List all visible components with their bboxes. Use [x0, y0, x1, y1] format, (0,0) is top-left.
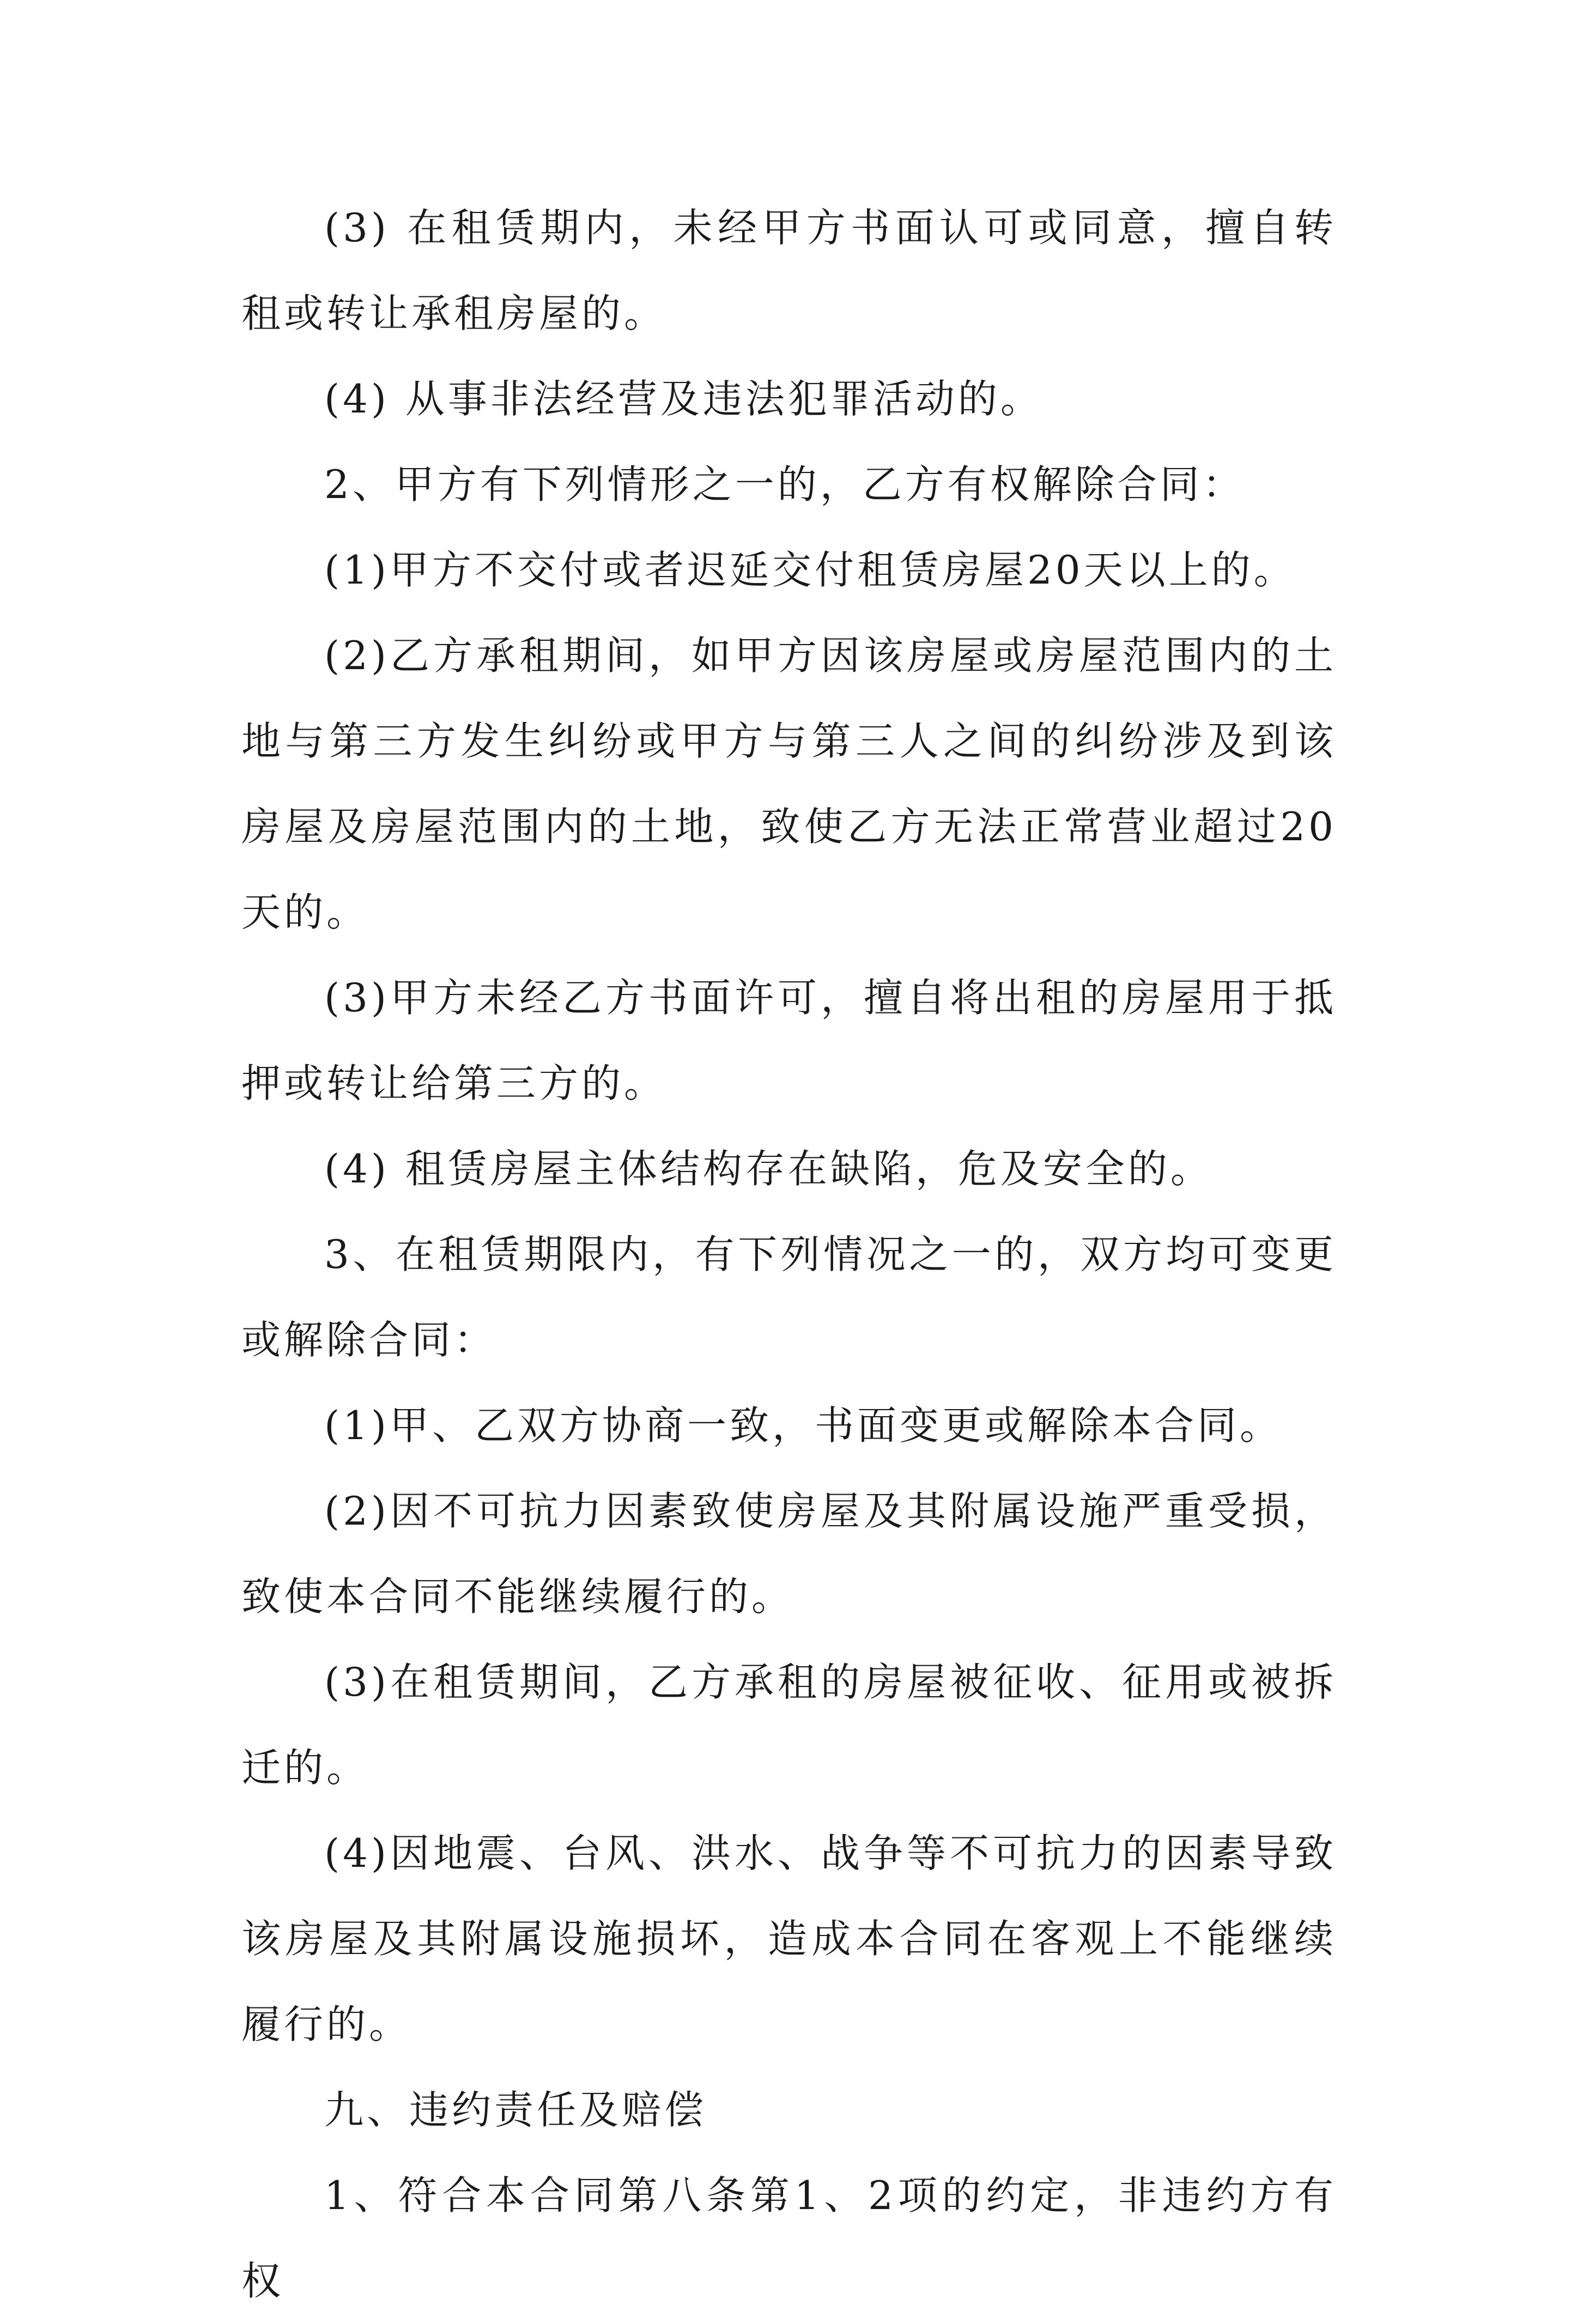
- paragraph-force-majeure-damage-clause: (2)因不可抗力因素致使房屋及其附属设施严重受损，致使本合同不能继续履行的。: [241, 1488, 1337, 1619]
- paragraph-delayed-delivery-clause: (1)甲方不交付或者迟延交付租赁房屋20天以上的。: [324, 547, 1296, 593]
- paragraph-mutual-agreement-clause: (1)甲、乙双方协商一致，书面变更或解除本合同。: [324, 1403, 1282, 1448]
- paragraph-mutual-termination-heading: 3、在租赁期限内，有下列情况之一的，双方均可变更或解除合同：: [241, 1231, 1337, 1363]
- paragraph-mortgage-clause: (3)甲方未经乙方书面许可，擅自将出租的房屋用于抵押或转让给第三方的。: [241, 975, 1337, 1106]
- paragraph-illegal-activity-clause: (4) 从事非法经营及违法犯罪活动的。: [324, 376, 1043, 422]
- section-heading-breach-liability: 九、违约责任及赔偿: [324, 2087, 707, 2133]
- paragraph-expropriation-clause: (3)在租赁期间，乙方承租的房屋被征收、征用或被拆迁的。: [241, 1659, 1337, 1791]
- paragraph-sublet-clause: (3) 在租赁期内，未经甲方书面认可或同意，擅自转租或转让承租房屋的。: [241, 205, 1337, 336]
- paragraph-natural-disaster-clause: (4)因地震、台风、洪水、战争等不可抗力的因素导致该房屋及其附属设施损坏，造成本合同在客观上不能继续履行的。: [241, 1830, 1337, 2047]
- paragraph-structural-defect-clause: (4) 租赁房屋主体结构存在缺陷，危及安全的。: [324, 1146, 1213, 1192]
- paragraph-dispute-clause: (2)乙方承租期间，如甲方因该房屋或房屋范围内的土地与第三方发生纠纷或甲方与第三人之间的纠纷涉及到该房屋及房屋范围内的土地，致使乙方无法正常营业超过20天的。: [241, 633, 1337, 935]
- paragraph-breach-compensation-clause: 1、符合本合同第八条第1、2项的约定，非违约方有权: [241, 2173, 1337, 2304]
- document-body: [241, 185, 1337, 2324]
- paragraph-landlord-termination-heading: 2、甲方有下列情形之一的，乙方有权解除合同：: [324, 462, 1245, 507]
